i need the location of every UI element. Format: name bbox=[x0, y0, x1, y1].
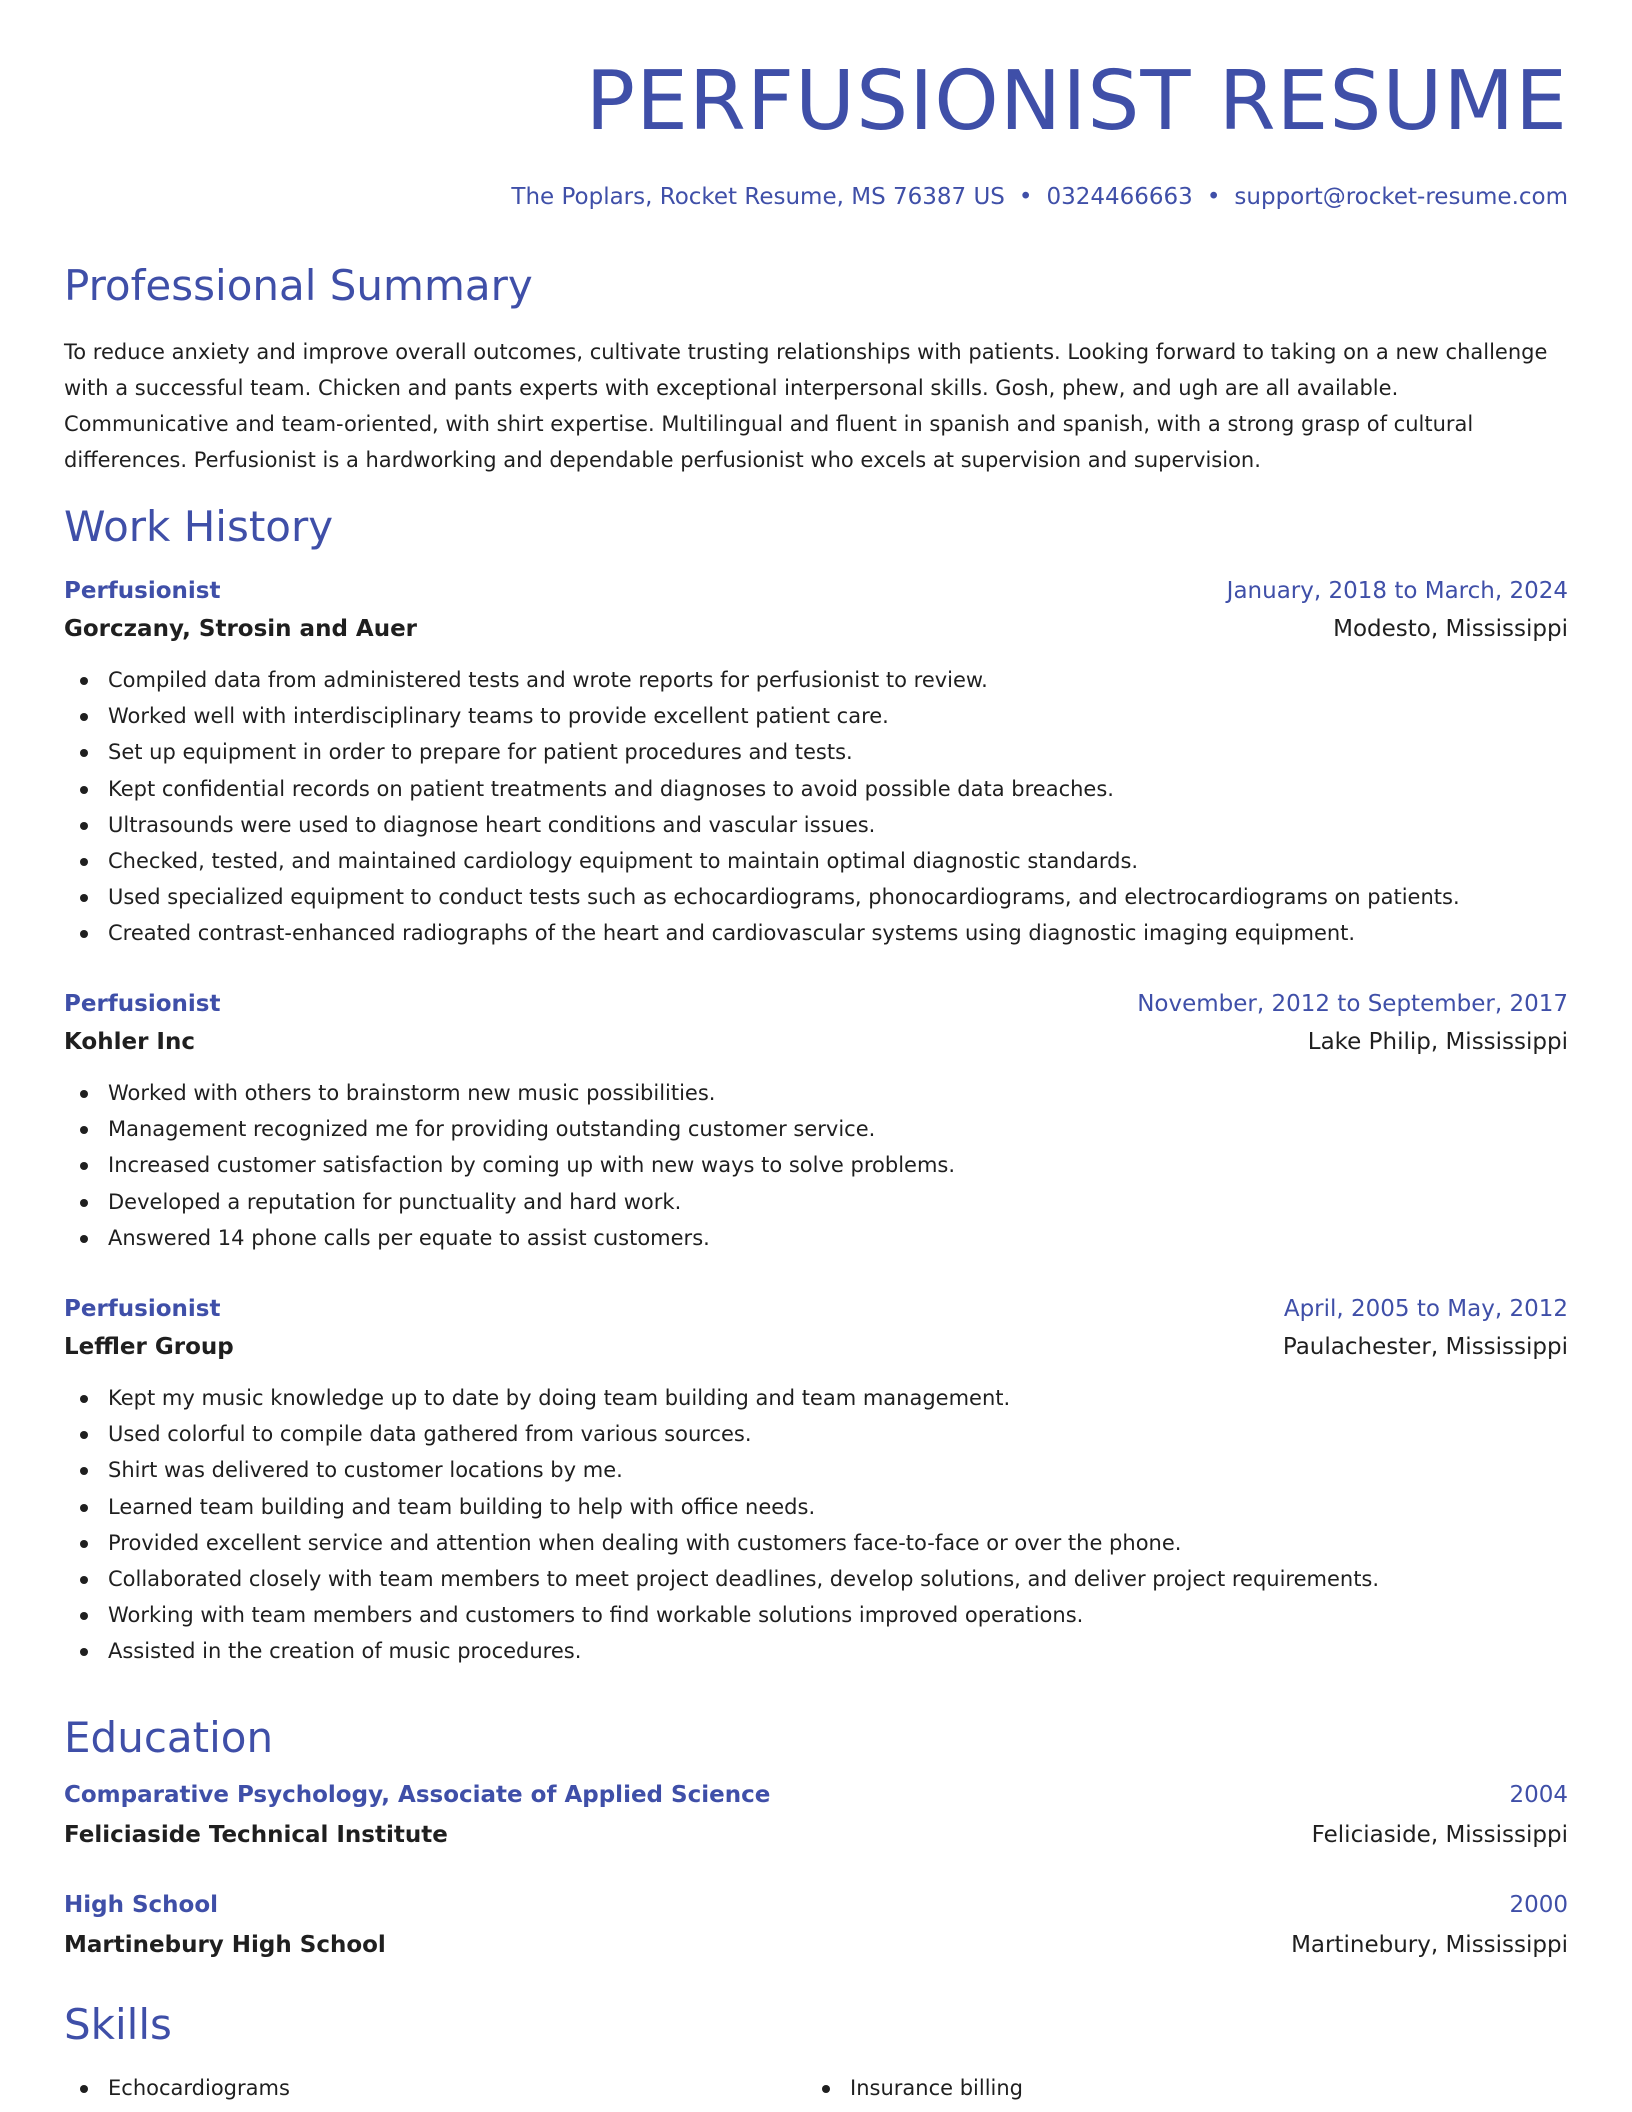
list-item: Compiled data from administered tests and wrote reports for perfusionist to review. bbox=[64, 662, 1568, 698]
list-item: Provided excellent service and attention when dealing with customers face-to-face or over the phone. bbox=[64, 1525, 1568, 1561]
education-heading: Education bbox=[64, 1713, 274, 1762]
summary-text: To reduce anxiety and improve overall outcomes, cultivate trusting relationships with patients. Looking forward to taking on a new challenge with a successful team. Chicken and pants experts with exceptional interpersonal skills. Gosh, phew, and ugh are all available. Communicative and team-oriented, with shirt expertise. Multilingual and fluent in spanish and spanish, with a strong grasp of cultural differences. Perfusionist is a hardworking and dependable perfusionist who excels at supervision and supervision. bbox=[64, 340, 1548, 472]
skills-heading: Skills bbox=[64, 2000, 172, 2049]
job-location: Modesto, Mississippi bbox=[1333, 616, 1568, 642]
list-item: Kept my music knowledge up to date by doing team building and team management. bbox=[64, 1380, 1568, 1416]
list-item: Set up equipment in order to prepare for patient procedures and tests. bbox=[64, 734, 1568, 770]
list-item: Learned team building and team building to help with office needs. bbox=[64, 1489, 1568, 1525]
job-role: Perfusionist bbox=[64, 991, 221, 1017]
job-bullets bbox=[64, 662, 1568, 952]
contact-address: The Poplars, Rocket Resume, MS 76387 US bbox=[511, 184, 1005, 210]
skill-item: Echocardiograms bbox=[64, 2070, 804, 2106]
education-entry bbox=[64, 1886, 1568, 1964]
list-item: Checked, tested, and maintained cardiology equipment to maintain optimal diagnostic standards. bbox=[64, 843, 1568, 879]
contact-separator: • bbox=[1018, 184, 1033, 210]
list-item: Increased customer satisfaction by coming up with new ways to solve problems. bbox=[64, 1147, 1568, 1183]
contact-phone: 0324466663 bbox=[1046, 184, 1193, 210]
list-item: Worked with others to brainstorm new music possibilities. bbox=[64, 1075, 1568, 1111]
job-entry bbox=[64, 1290, 1568, 1670]
job-dates: November, 2012 to September, 2017 bbox=[1137, 991, 1568, 1017]
education-entry bbox=[64, 1776, 1568, 1854]
summary-heading: Professional Summary bbox=[64, 261, 533, 310]
contact-line bbox=[511, 180, 1568, 214]
job-dates: January, 2018 to March, 2024 bbox=[1226, 578, 1568, 604]
education-school: Feliciaside Technical Institute bbox=[64, 1822, 448, 1848]
list-item: Created contrast-enhanced radiographs of the heart and cardiovascular systems using diagnostic imaging equipment. bbox=[64, 915, 1568, 951]
education-degree: High School bbox=[64, 1892, 219, 1918]
job-entry bbox=[64, 572, 1568, 952]
list-item: Used colorful to compile data gathered from various sources. bbox=[64, 1416, 1568, 1452]
list-item: Ultrasounds were used to diagnose heart conditions and vascular issues. bbox=[64, 807, 1568, 843]
list-item: Kept confidential records on patient treatments and diagnoses to avoid possible data breaches. bbox=[64, 771, 1568, 807]
skills-column-right bbox=[806, 2070, 1546, 2106]
list-item: Used specialized equipment to conduct tests such as echocardiograms, phonocardiograms, and electrocardiograms on patients. bbox=[64, 879, 1568, 915]
education-location: Martinebury, Mississippi bbox=[1291, 1932, 1568, 1958]
job-bullets bbox=[64, 1075, 1568, 1256]
education-school: Martinebury High School bbox=[64, 1932, 386, 1958]
skill-item: Insurance billing bbox=[806, 2070, 1546, 2106]
skills-column-left bbox=[64, 2070, 804, 2106]
job-bullets bbox=[64, 1380, 1568, 1670]
list-item: Answered 14 phone calls per equate to assist customers. bbox=[64, 1220, 1568, 1256]
job-entry bbox=[64, 985, 1568, 1256]
job-location: Lake Philip, Mississippi bbox=[1307, 1029, 1568, 1055]
list-item: Developed a reputation for punctuality and hard work. bbox=[64, 1184, 1568, 1220]
list-item: Management recognized me for providing outstanding customer service. bbox=[64, 1111, 1568, 1147]
education-location: Feliciaside, Mississippi bbox=[1311, 1822, 1568, 1848]
education-year: 2000 bbox=[1509, 1892, 1568, 1918]
resume-title: PERFUSIONIST RESUME bbox=[585, 54, 1568, 149]
job-company: Leffler Group bbox=[64, 1334, 234, 1360]
contact-email[interactable]: support@rocket-resume.com bbox=[1234, 184, 1568, 210]
contact-separator: • bbox=[1206, 184, 1221, 210]
job-dates: April, 2005 to May, 2012 bbox=[1283, 1296, 1568, 1322]
list-item: Collaborated closely with team members to meet project deadlines, develop solutions, and deliver project requirements. bbox=[64, 1561, 1568, 1597]
job-role: Perfusionist bbox=[64, 1296, 221, 1322]
education-year: 2004 bbox=[1509, 1782, 1568, 1808]
list-item: Worked well with interdisciplinary teams to provide excellent patient care. bbox=[64, 698, 1568, 734]
work-history-heading: Work History bbox=[64, 502, 334, 551]
job-role: Perfusionist bbox=[64, 578, 221, 604]
job-location: Paulachester, Mississippi bbox=[1282, 1334, 1568, 1360]
education-degree: Comparative Psychology, Associate of Applied Science bbox=[64, 1782, 771, 1808]
list-item: Assisted in the creation of music procedures. bbox=[64, 1633, 1568, 1669]
job-company: Kohler Inc bbox=[64, 1029, 195, 1055]
list-item: Working with team members and customers to find workable solutions improved operations. bbox=[64, 1597, 1568, 1633]
list-item: Shirt was delivered to customer locations by me. bbox=[64, 1452, 1568, 1488]
job-company: Gorczany, Strosin and Auer bbox=[64, 616, 418, 642]
